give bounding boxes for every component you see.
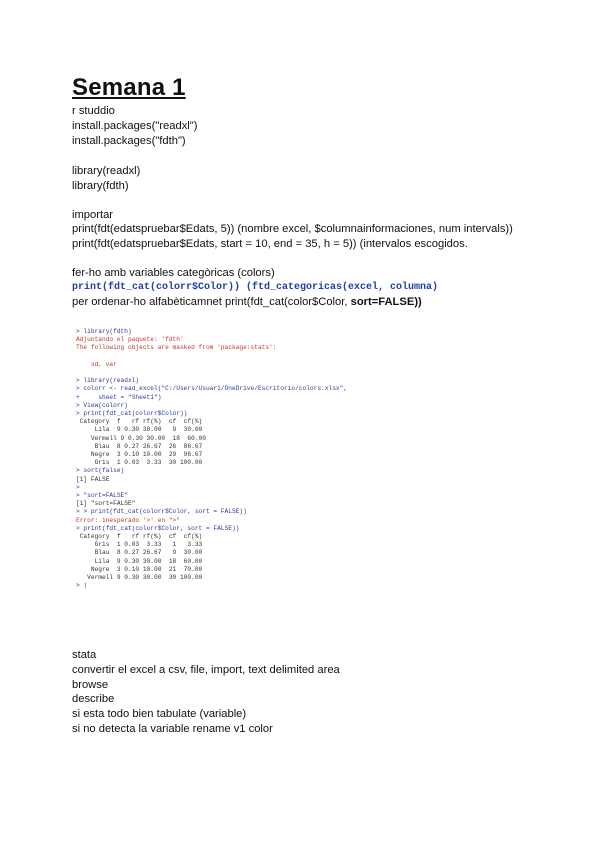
text-line: r studdio: [72, 105, 115, 117]
text-line: convertir el excel a csv, file, import, text delimited area: [72, 664, 340, 676]
console-line: The following objects are masked from 'package:stats':: [76, 344, 277, 352]
text-line: [72, 295, 422, 309]
console-line: Vermell 9 0.30 30.00 30 100.00: [76, 574, 203, 581]
console-line: Negre 3 0.10 10.00 21 70.00: [76, 565, 203, 573]
text-line: library(fdth): [72, 180, 129, 192]
console-line: > print(fdt_cat(colorr$Color)): [76, 410, 188, 417]
console-line: > "sort=FALSE": [76, 492, 128, 499]
console-line: sd, var: [76, 360, 117, 368]
text-line: print(fdt(edatspruebar$Edats, 5)) (nombre excel, $columnainformaciones, num intervals)): [72, 223, 513, 235]
console-line: Category f rf rf(%) cf cf(%): [76, 533, 203, 540]
order-prefix: per ordenar-ho alfabèticamnet print(fdt_cat(color$Color,: [72, 296, 351, 308]
console-line: > |: [76, 582, 88, 590]
console-line: + sheet = "Sheet1"): [76, 393, 162, 401]
text-line: si esta todo bien tabulate (variable): [72, 708, 247, 720]
text-line: stata: [72, 649, 97, 661]
console-line: Error: inesperado '>' en ">": [76, 516, 180, 524]
console-line: [1] "sort=FALSE": [76, 500, 136, 508]
console-line: > > print(fdt_cat(colorr$Color, sort = FALSE)): [76, 508, 247, 516]
console-line: Adjuntando el paquete: 'fdth': [76, 336, 184, 344]
console-line: > View(colorr): [76, 401, 128, 409]
text-line: describe: [72, 693, 115, 705]
text-line: si no detecta la variable rename v1 color: [72, 723, 273, 735]
console-line: > colorr <- read_excel("C:/Users/Usuari/OneDrive/Escritorio/colors.xlsx",: [76, 385, 348, 393]
order-bold: sort=FALSE)): [350, 296, 422, 308]
console-line: > sort(false): [76, 467, 125, 475]
text-line: install.packages("fdth"): [72, 135, 186, 147]
console-line: Lila 9 0.30 30.00 9 30.00: [76, 426, 203, 434]
text-line: importar: [72, 209, 114, 221]
console-line: > library(fdth): [76, 328, 132, 335]
text-line: library(readxl): [72, 165, 141, 177]
console-line: > print(fdt_cat(colorr$Color, sort = FALSE)): [76, 524, 240, 532]
r-console-screenshot: [72, 322, 372, 598]
console-line: > library(readxl): [76, 377, 140, 385]
console-line: Blau 8 0.27 26.67 9 30.00: [76, 549, 203, 557]
text-line: fer-ho amb variables categòricas (colors): [72, 267, 275, 279]
text-line: install.packages("readxl"): [72, 120, 198, 132]
console-line: Negre 3 0.10 10.00 29 96.67: [76, 451, 203, 458]
console-line: Blau 8 0.27 26.67 26 86.67: [76, 442, 203, 450]
console-line: Vermell 9 0.30 30.00 18 60.00: [76, 434, 206, 442]
text-line: browse: [72, 679, 109, 691]
console-line: Category f rf rf(%) cf cf(%): [76, 418, 203, 426]
page-title: Semana 1: [72, 74, 186, 101]
console-line: Gris 1 0.03 3.33 1 3.33: [76, 541, 203, 549]
console-line: >: [76, 483, 80, 491]
console-line: [1] FALSE: [76, 475, 110, 483]
code-line: print(fdt_cat(colorr$Color)) (ftd_categoricas(excel, columna): [72, 282, 439, 293]
console-line: Gris 1 0.03 3.33 30 100.00: [76, 459, 203, 467]
console-line: Lila 9 0.30 30.00 18 60.00: [76, 557, 203, 565]
text-line: print(fdt(edatspruebar$Edats, start = 10, end = 35, h = 5)) (intervalos escogidos.: [72, 238, 468, 250]
